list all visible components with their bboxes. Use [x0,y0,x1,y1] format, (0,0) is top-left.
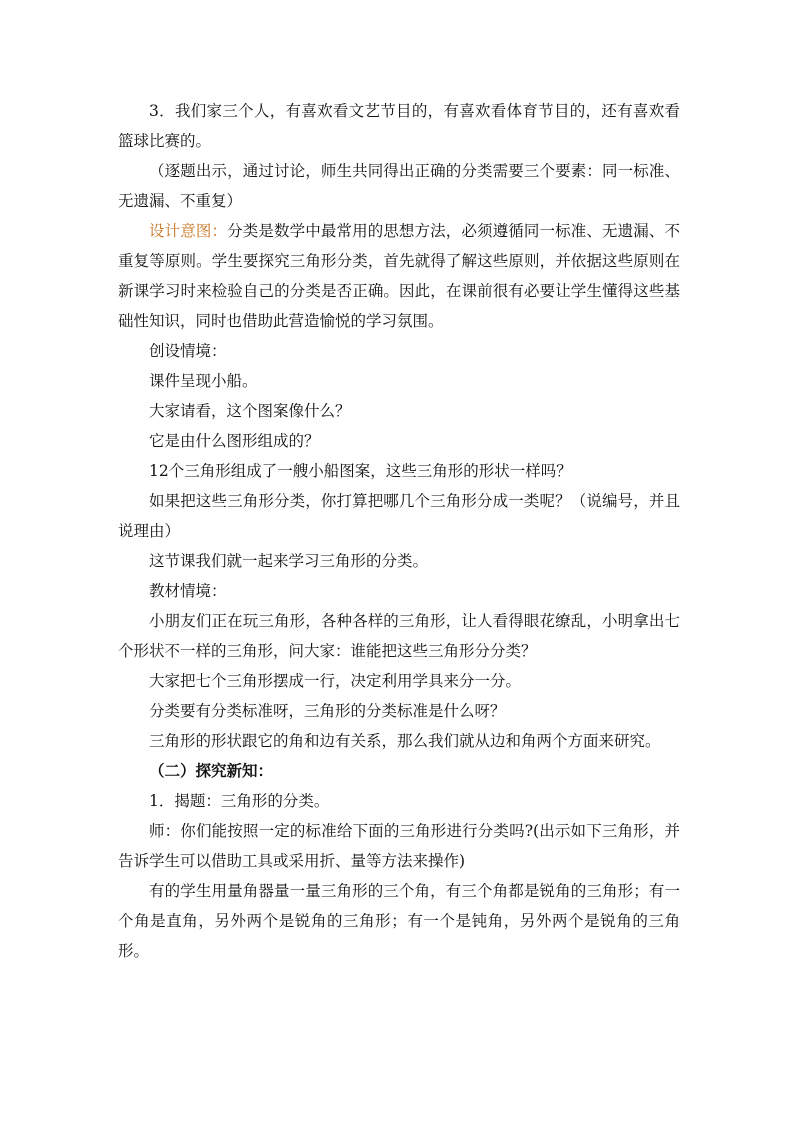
paragraph-classify-question: 如果把这些三角形分类，你打算把哪几个三角形分成一类呢？（说编号，并且说理由） [118,492,680,540]
paragraph-twelve-triangles: 12个三角形组成了一艘小船图案，这些三角形的形状一样吗？ [149,462,572,480]
paragraph-student-measure: 有的学生用量角器量一量三角形的三个角，有三个角都是锐角的三角形；有一个角是直角，另外两个是锐角的三角形；有一个是钝角，另外两个是锐角的三角形。 [118,882,680,960]
paragraph-show-boat: 课件呈现小船。 [149,372,258,390]
paragraph-seven-triangles: 大家把七个三角形摆成一行，决定利用学具来分一分。 [149,672,522,690]
paragraph-classification-standard: 分类要有分类标准呀，三角形的分类标准是什么呀？ [149,702,506,720]
paragraph-question-pattern: 大家请看，这个图案像什么？ [149,402,351,420]
paragraph-xiaoming-story: 小朋友们正在玩三角形，各种各样的三角形，让人看得眼花缭乱，小明拿出七个形状不一样的三角形，问大家：谁能把这些三角形分分类？ [118,612,680,660]
paragraph-question-shapes: 它是由什么图形组成的？ [149,432,320,450]
paragraph-create-scenario: 创设情境： [149,342,227,360]
paragraph-angles-sides: 三角形的形状跟它的角和边有关系，那么我们就从边和角两个方面来研究。 [149,732,661,750]
paragraph-teacher-question: 师：你们能按照一定的标准给下面的三角形进行分类吗?(出示如下三角形，并告诉学生可以借助工具或采用折、量等方法来操作) [118,822,680,870]
paragraph-example-3: 3．我们家三个人，有喜欢看文艺节目的，有喜欢看体育节目的，还有喜欢看篮球比赛的。 [118,102,680,150]
section-heading-explore: （二）探究新知： [149,761,274,780]
paragraph-textbook-scenario: 教材情境： [149,582,227,600]
paragraph-design-intent [118,216,680,336]
paragraph-topic: 1．揭题：三角形的分类。 [149,792,330,810]
paragraph-lesson-intro: 这节课我们就一起来学习三角形的分类。 [149,552,429,570]
document-body [118,96,680,966]
paragraph-discussion-note: （逐题出示，通过讨论，师生共同得出正确的分类需要三个要素：同一标准、无遗漏、不重复） [118,162,680,210]
design-intent-label: 设计意图： [149,222,228,240]
design-intent-body: 分类是数学中最常用的思想方法，必须遵循同一标准、无遗漏、不重复等原则。学生要探究三角形分类，首先就得了解这些原则，并依据这些原则在新课学习时来检验自己的分类是否正确。因此，在课前很有必要让学生懂得这些基础性知识，同时也借助此营造愉悦的学习氛围。 [118,222,680,330]
